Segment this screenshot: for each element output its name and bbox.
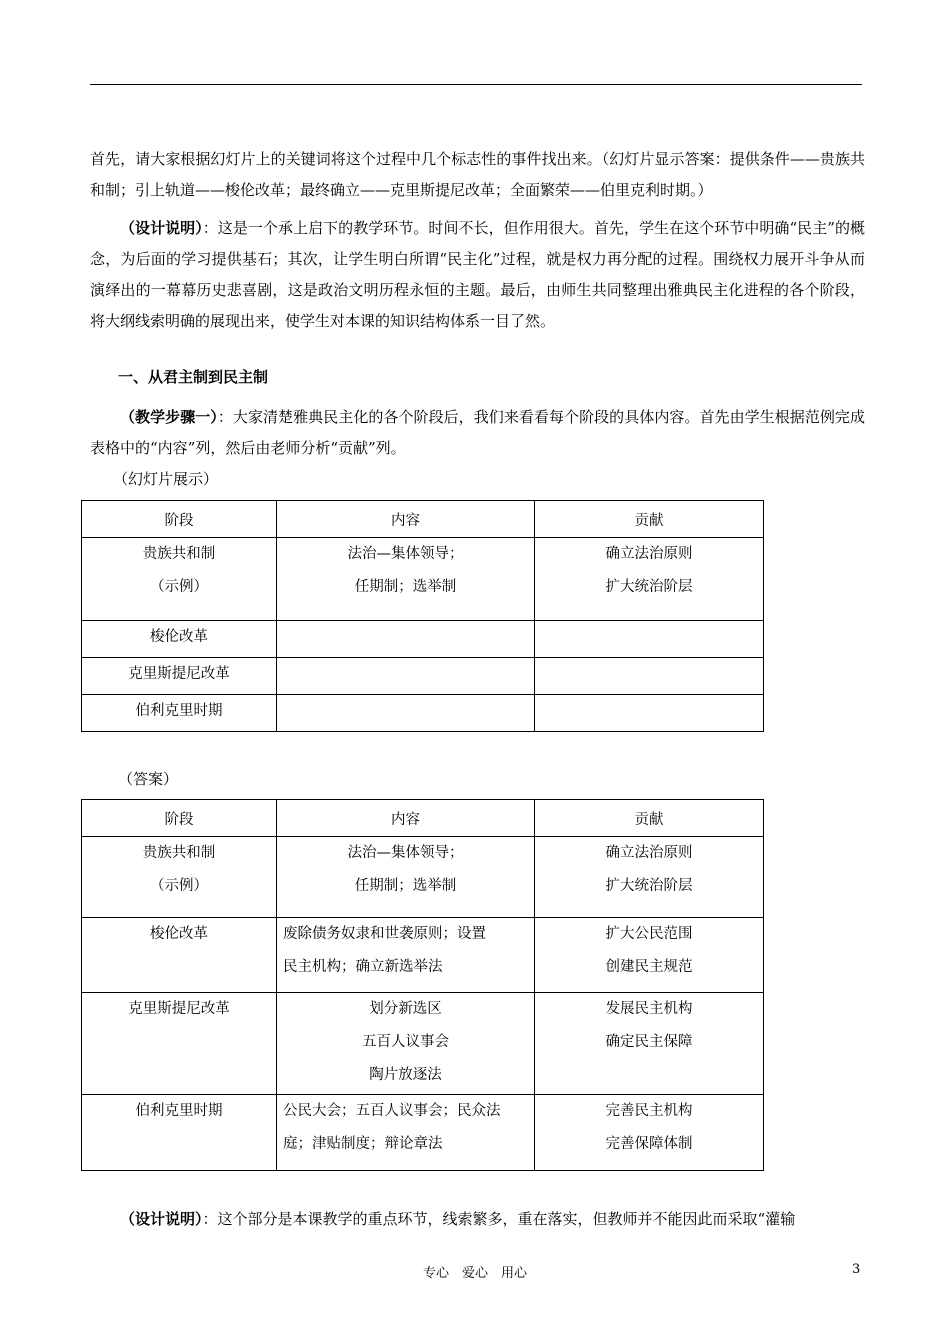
stage-line: 梭伦改革 bbox=[150, 926, 208, 942]
header-stage: 阶段 bbox=[82, 501, 277, 538]
table-row bbox=[82, 621, 764, 658]
table-row bbox=[82, 837, 764, 918]
design-note-2-text: ：这个部分是本课教学的重点环节，线索繁多，重在落实，但教师并不能因此而采取“灌输 bbox=[202, 1210, 796, 1228]
content-cell bbox=[277, 1095, 535, 1171]
answer-caption: （答案） bbox=[118, 770, 179, 788]
stage-cell bbox=[82, 695, 277, 732]
stage-line: 伯利克里时期 bbox=[135, 703, 223, 719]
contribution-line: 扩大统治阶层 bbox=[605, 878, 693, 894]
contribution-line: 扩大公民范围 bbox=[605, 926, 693, 942]
contribution-line: 确定民主保障 bbox=[605, 1034, 693, 1050]
design-note-2-label: （设计说明） bbox=[120, 1210, 203, 1228]
content-line: 民主机构；确立新选举法 bbox=[283, 959, 443, 975]
content-line: 五百人议事会 bbox=[362, 1034, 449, 1050]
stage-line: （示例） bbox=[150, 878, 208, 894]
header-stage: 阶段 bbox=[82, 800, 277, 837]
table-row bbox=[82, 658, 764, 695]
contribution-cell-empty bbox=[535, 695, 764, 732]
content-cell bbox=[277, 538, 535, 621]
contribution-line: 确立法治原则 bbox=[605, 546, 693, 562]
header-contribution: 贡献 bbox=[535, 501, 764, 538]
table-row bbox=[82, 1095, 764, 1171]
design-note-text: ：这是一个承上启下的教学环节。时间不长，但作用很大。首先，学生在这个环节中明确“民主”的概念，为后面的学习提供基石；其次，让学生明白所谓“民主化”过程，就是权力再分配的过程。围绕权力展开斗争从而演绎出的一幕幕历史悲喜剧，这是政治文明历程永恒的主题。最后，由师生共同整理出雅典民主化进程的各个阶段，将大纲线索明确的展现出来，使学生对本课的知识结构体系一目了然。 bbox=[90, 219, 865, 330]
contribution-line: 确立法治原则 bbox=[605, 845, 693, 861]
content-line: 废除债务奴隶和世袭原则；设置 bbox=[283, 926, 486, 942]
content-line: 任期制；选举制 bbox=[354, 579, 457, 595]
teaching-step-label: （教学步骤一） bbox=[120, 408, 218, 426]
teaching-step-paragraph bbox=[90, 402, 865, 464]
footer-motto: 专心 爱心 用心 bbox=[422, 1266, 527, 1281]
stage-cell bbox=[82, 993, 277, 1095]
header-rule bbox=[90, 84, 862, 85]
slide-caption: （幻灯片展示） bbox=[113, 470, 219, 488]
section-heading: 一、从君主制到民主制 bbox=[118, 368, 269, 386]
stage-cell bbox=[82, 658, 277, 695]
stage-line: 克里斯提尼改革 bbox=[128, 666, 230, 682]
stage-line: 贵族共和制 bbox=[142, 845, 216, 861]
content-cell-empty bbox=[277, 621, 535, 658]
contribution-line: 创建民主规范 bbox=[605, 959, 693, 975]
contribution-cell bbox=[535, 837, 764, 918]
contribution-cell bbox=[535, 918, 764, 993]
stage-cell bbox=[82, 621, 277, 658]
stage-line: 克里斯提尼改革 bbox=[128, 1001, 230, 1017]
content-line: 任期制；选举制 bbox=[354, 878, 457, 894]
stage-line: 伯利克里时期 bbox=[135, 1103, 223, 1119]
stage-line: 贵族共和制 bbox=[142, 546, 216, 562]
header-content: 内容 bbox=[277, 501, 535, 538]
content-line: 法治—集体领导； bbox=[347, 845, 464, 861]
page-number: 3 bbox=[852, 1262, 861, 1277]
design-note-2-paragraph bbox=[90, 1204, 865, 1235]
contribution-cell-empty bbox=[535, 658, 764, 695]
intro-paragraph: 首先，请大家根据幻灯片上的关键词将这个过程中几个标志性的事件找出来。（幻灯片显示答案：提供条件——贵族共和制；引上轨道——梭伦改革；最终确立——克里斯提尼改革；全面繁荣——伯里克利时期。） bbox=[90, 150, 865, 199]
contribution-cell bbox=[535, 1095, 764, 1171]
contribution-cell-empty bbox=[535, 621, 764, 658]
content-line: 法治—集体领导； bbox=[347, 546, 464, 562]
contribution-line: 完善保障体制 bbox=[605, 1136, 693, 1152]
content-cell-empty bbox=[277, 695, 535, 732]
stage-line: 梭伦改革 bbox=[150, 629, 208, 645]
contribution-line: 发展民主机构 bbox=[605, 1001, 693, 1017]
stage-line: （示例） bbox=[150, 579, 208, 595]
contribution-line: 扩大统治阶层 bbox=[605, 579, 693, 595]
header-contribution: 贡献 bbox=[535, 800, 764, 837]
contribution-line: 完善民主机构 bbox=[605, 1103, 693, 1119]
answer-table bbox=[81, 799, 764, 1171]
table-row bbox=[82, 918, 764, 993]
content-cell bbox=[277, 993, 535, 1095]
design-note-paragraph bbox=[90, 213, 865, 337]
table-row bbox=[82, 993, 764, 1095]
content-line: 公民大会；五百人议事会；民众法 bbox=[283, 1103, 501, 1119]
content-line: 庭；津贴制度；辩论章法 bbox=[283, 1136, 443, 1152]
stage-cell bbox=[82, 1095, 277, 1171]
contribution-cell bbox=[535, 538, 764, 621]
slide-table-header-row bbox=[82, 501, 764, 538]
design-note-label: （设计说明） bbox=[120, 219, 203, 237]
contribution-cell bbox=[535, 993, 764, 1095]
content-cell bbox=[277, 837, 535, 918]
stage-cell bbox=[82, 918, 277, 993]
table-row bbox=[82, 695, 764, 732]
content-cell-empty bbox=[277, 658, 535, 695]
content-line: 陶片放逐法 bbox=[369, 1067, 442, 1083]
answer-table-header-row bbox=[82, 800, 764, 837]
stage-cell bbox=[82, 538, 277, 621]
stage-cell bbox=[82, 837, 277, 918]
content-line: 划分新选区 bbox=[369, 1001, 442, 1017]
slide-table bbox=[81, 500, 764, 732]
header-content: 内容 bbox=[277, 800, 535, 837]
content-cell bbox=[277, 918, 535, 993]
table-row bbox=[82, 538, 764, 621]
teaching-step-text: ：大家清楚雅典民主化的各个阶段后，我们来看看每个阶段的具体内容。首先由学生根据范例完成表格中的“内容”列，然后由老师分析“贡献”列。 bbox=[90, 408, 865, 457]
